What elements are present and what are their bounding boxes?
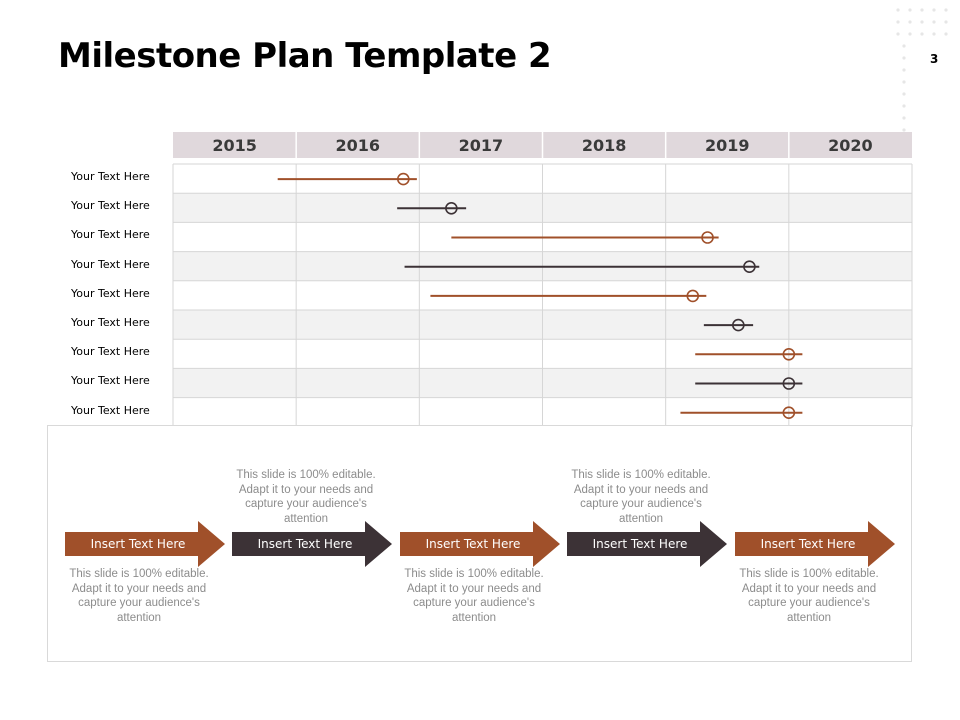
process-arrow: [735, 521, 895, 567]
year-label: 2018: [581, 136, 627, 155]
process-arrow-label: Insert Text Here: [760, 537, 856, 551]
row-label: Your Text Here: [71, 345, 150, 359]
process-step-description: This slide is 100% editable. Adapt it to your needs and capture your audience's attention: [404, 568, 544, 624]
year-label: 2019: [704, 136, 750, 155]
row-label: Your Text Here: [71, 170, 150, 183]
year-label: 2017: [458, 136, 504, 155]
process-step-description: This slide is 100% editable. Adapt it to your needs and capture your audience's attention: [236, 469, 376, 525]
process-arrow: [400, 521, 560, 567]
process-arrow-label: Insert Text Here: [592, 537, 688, 551]
year-label: 2015: [212, 136, 257, 155]
process-arrow-label: Insert Text Here: [90, 537, 186, 551]
process-arrow-label: Insert Text Here: [257, 537, 353, 551]
page-number: 3: [930, 52, 939, 66]
row-label: Your Text Here: [71, 374, 150, 388]
process-arrow-label: Insert Text Here: [425, 537, 521, 551]
row-label: Your Text Here: [71, 228, 150, 242]
year-label: 2016: [335, 136, 381, 155]
row-label: Your Text Here: [71, 316, 150, 329]
row-label: Your Text Here: [71, 199, 150, 213]
process-step-description: This slide is 100% editable. Adapt it to your needs and capture your audience's attention: [69, 568, 209, 624]
process-arrow: [232, 521, 392, 567]
year-label: 2020: [828, 136, 873, 155]
process-arrow: [65, 521, 225, 567]
process-step-description: This slide is 100% editable. Adapt it to your needs and capture your audience's attention: [739, 568, 879, 624]
row-label: Your Text Here: [71, 286, 150, 300]
slide-title: Milestone Plan Template 2: [58, 36, 552, 76]
row-label: Your Text Here: [71, 403, 150, 417]
process-arrow: [567, 521, 727, 567]
row-label: Your Text Here: [71, 257, 150, 271]
process-step-description: This slide is 100% editable. Adapt it to your needs and capture your audience's attention: [571, 469, 711, 525]
